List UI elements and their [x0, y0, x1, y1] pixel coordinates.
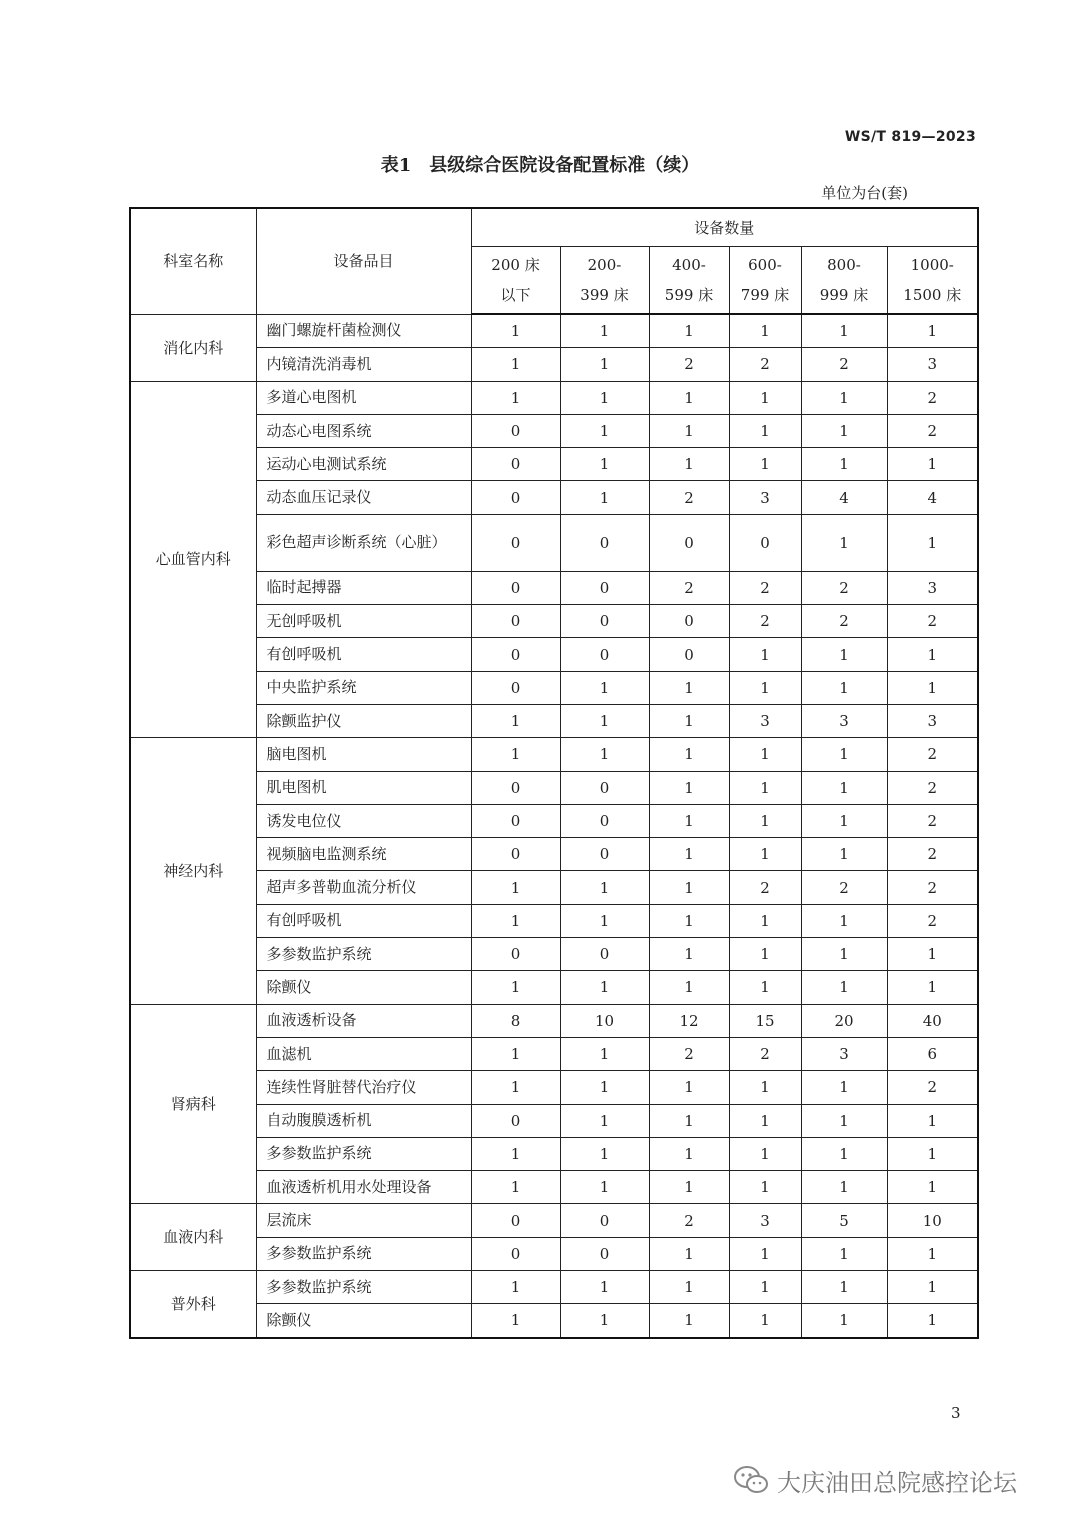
- bed-col-line2: 799 床: [740, 286, 790, 304]
- quantity-cell: 5: [801, 1204, 887, 1237]
- quantity-cell: 1: [560, 904, 649, 937]
- quantity-cell: 1: [801, 771, 887, 804]
- quantity-cell: 1: [801, 414, 887, 447]
- quantity-cell: 1: [471, 314, 560, 348]
- equipment-name: 超声多普勒血流分析仪: [256, 871, 471, 904]
- quantity-cell: 1: [801, 1071, 887, 1104]
- quantity-cell: 1: [801, 381, 887, 414]
- quantity-cell: 1: [560, 1304, 649, 1338]
- table-row: [130, 1171, 978, 1204]
- equipment-name: 动态血压记录仪: [256, 481, 471, 514]
- quantity-cell: 0: [560, 1237, 649, 1270]
- dept-name: 消化内科: [130, 314, 256, 381]
- quantity-cell: 1: [887, 1137, 978, 1170]
- quantity-cell: 0: [471, 571, 560, 604]
- equipment-name: 诱发电位仪: [256, 804, 471, 837]
- equipment-name: 中央监护系统: [256, 671, 471, 704]
- quantity-cell: 1: [801, 738, 887, 771]
- table-row: [130, 771, 978, 804]
- quantity-cell: 1: [649, 738, 729, 771]
- quantity-cell: 0: [729, 514, 801, 571]
- equipment-name: 除颤监护仪: [256, 704, 471, 737]
- quantity-cell: 1: [560, 1171, 649, 1204]
- quantity-cell: 1: [471, 1071, 560, 1104]
- dept-name: 血液内科: [130, 1204, 256, 1271]
- quantity-cell: 1: [887, 638, 978, 671]
- equipment-name: 自动腹膜透析机: [256, 1104, 471, 1137]
- quantity-cell: 8: [471, 1004, 560, 1037]
- quantity-cell: 0: [649, 605, 729, 638]
- quantity-cell: 0: [471, 605, 560, 638]
- quantity-cell: 1: [887, 1237, 978, 1270]
- header-bed-col: [560, 247, 649, 315]
- quantity-cell: 1: [801, 314, 887, 348]
- watermark: [733, 1460, 1017, 1500]
- quantity-cell: 1: [560, 414, 649, 447]
- quantity-cell: 3: [729, 1204, 801, 1237]
- quantity-cell: 1: [801, 1271, 887, 1304]
- quantity-cell: 1: [801, 1304, 887, 1338]
- table-row: [130, 1237, 978, 1270]
- quantity-cell: 1: [560, 1271, 649, 1304]
- quantity-cell: 1: [471, 1037, 560, 1070]
- equipment-name: 多参数监护系统: [256, 1237, 471, 1270]
- quantity-cell: 1: [649, 414, 729, 447]
- quantity-cell: 0: [560, 771, 649, 804]
- table-row: [130, 1071, 978, 1104]
- quantity-cell: 0: [560, 514, 649, 571]
- quantity-cell: 2: [887, 605, 978, 638]
- bed-col-line2: 以下: [500, 286, 531, 304]
- equipment-name: 彩色超声诊断系统（心脏）: [256, 514, 471, 571]
- quantity-cell: 1: [649, 971, 729, 1004]
- wechat-icon: [733, 1465, 769, 1495]
- table-row: [130, 938, 978, 971]
- bed-col-line2: 999 床: [819, 286, 869, 304]
- dept-name: 肾病科: [130, 1004, 256, 1204]
- equipment-name: 层流床: [256, 1204, 471, 1237]
- equipment-name: 肌电图机: [256, 771, 471, 804]
- table-row: [130, 348, 978, 381]
- table-row: [130, 1304, 978, 1338]
- header-item: 设备品目: [256, 208, 471, 314]
- equipment-name: 多道心电图机: [256, 381, 471, 414]
- header-bed-col: [649, 247, 729, 315]
- quantity-cell: 2: [801, 871, 887, 904]
- quantity-cell: 1: [729, 771, 801, 804]
- equipment-name: 多参数监护系统: [256, 938, 471, 971]
- quantity-cell: 2: [649, 1037, 729, 1070]
- quantity-cell: 1: [729, 804, 801, 837]
- table-row: [130, 1271, 978, 1304]
- quantity-cell: 1: [471, 904, 560, 937]
- dept-name: 神经内科: [130, 738, 256, 1004]
- equipment-name: 无创呼吸机: [256, 605, 471, 638]
- quantity-cell: 1: [649, 448, 729, 481]
- quantity-cell: 2: [887, 871, 978, 904]
- quantity-cell: 2: [887, 738, 978, 771]
- table-row: [130, 671, 978, 704]
- quantity-cell: 0: [471, 638, 560, 671]
- table-row: [130, 605, 978, 638]
- table-row: [130, 704, 978, 737]
- quantity-cell: 4: [801, 481, 887, 514]
- quantity-cell: 1: [649, 1137, 729, 1170]
- watermark-text: 大庆油田总院感控论坛: [777, 1468, 1017, 1497]
- quantity-cell: 0: [471, 938, 560, 971]
- table-row: [130, 838, 978, 871]
- quantity-cell: 3: [729, 704, 801, 737]
- bed-col-line2: 599 床: [664, 286, 714, 304]
- quantity-cell: 1: [560, 1104, 649, 1137]
- quantity-cell: 0: [471, 514, 560, 571]
- quantity-cell: 2: [729, 1037, 801, 1070]
- dept-name: 心血管内科: [130, 381, 256, 738]
- quantity-cell: 1: [649, 838, 729, 871]
- quantity-cell: 1: [887, 314, 978, 348]
- equipment-table: [129, 207, 979, 1339]
- quantity-cell: 1: [801, 638, 887, 671]
- quantity-cell: 1: [729, 1271, 801, 1304]
- quantity-cell: 1: [729, 1137, 801, 1170]
- equipment-name: 脑电图机: [256, 738, 471, 771]
- table-row: [130, 1104, 978, 1137]
- quantity-cell: 2: [729, 571, 801, 604]
- quantity-cell: 1: [560, 704, 649, 737]
- bed-col-line1: 400-: [672, 256, 706, 274]
- quantity-cell: 1: [649, 1304, 729, 1338]
- quantity-cell: 1: [471, 1137, 560, 1170]
- header-bed-col: [887, 247, 978, 315]
- equipment-name: 内镜清洗消毒机: [256, 348, 471, 381]
- quantity-cell: 1: [801, 514, 887, 571]
- quantity-cell: 2: [887, 904, 978, 937]
- quantity-cell: 1: [560, 314, 649, 348]
- quantity-cell: 1: [560, 871, 649, 904]
- quantity-cell: 1: [801, 671, 887, 704]
- quantity-cell: 1: [729, 738, 801, 771]
- table-row: [130, 971, 978, 1004]
- quantity-cell: 6: [887, 1037, 978, 1070]
- quantity-cell: 1: [801, 838, 887, 871]
- quantity-cell: 0: [471, 671, 560, 704]
- quantity-cell: 15: [729, 1004, 801, 1037]
- quantity-cell: 1: [649, 771, 729, 804]
- quantity-cell: 1: [471, 704, 560, 737]
- bed-col-line1: 600-: [748, 256, 782, 274]
- table-row: [130, 414, 978, 447]
- quantity-cell: 1: [801, 804, 887, 837]
- table-row: [130, 904, 978, 937]
- quantity-cell: 0: [471, 414, 560, 447]
- quantity-cell: 2: [887, 804, 978, 837]
- quantity-cell: 0: [560, 605, 649, 638]
- quantity-cell: 1: [649, 938, 729, 971]
- bed-col-line1: 200-: [587, 256, 622, 274]
- quantity-cell: 1: [471, 1171, 560, 1204]
- quantity-cell: 1: [887, 938, 978, 971]
- quantity-cell: 1: [729, 1104, 801, 1137]
- bed-col-line2: 1500 床: [903, 286, 962, 304]
- quantity-cell: 0: [471, 1104, 560, 1137]
- quantity-cell: 1: [471, 738, 560, 771]
- quantity-cell: 1: [887, 514, 978, 571]
- header-bed-col: [471, 247, 560, 315]
- quantity-cell: 1: [560, 738, 649, 771]
- table-row: [130, 871, 978, 904]
- quantity-cell: 1: [471, 1271, 560, 1304]
- quantity-cell: 1: [649, 904, 729, 937]
- quantity-cell: 1: [649, 704, 729, 737]
- quantity-cell: 0: [471, 448, 560, 481]
- quantity-cell: 1: [801, 1171, 887, 1204]
- header-bed-col: [729, 247, 801, 315]
- quantity-cell: 2: [649, 348, 729, 381]
- equipment-name: 血滤机: [256, 1037, 471, 1070]
- quantity-cell: 0: [560, 804, 649, 837]
- quantity-cell: 1: [471, 348, 560, 381]
- quantity-cell: 1: [649, 1071, 729, 1104]
- quantity-cell: 0: [560, 1204, 649, 1237]
- quantity-cell: 20: [801, 1004, 887, 1037]
- table-row: [130, 514, 978, 571]
- quantity-cell: 1: [729, 314, 801, 348]
- quantity-cell: 1: [649, 671, 729, 704]
- equipment-name: 运动心电测试系统: [256, 448, 471, 481]
- quantity-cell: 12: [649, 1004, 729, 1037]
- quantity-cell: 2: [887, 771, 978, 804]
- quantity-cell: 1: [560, 481, 649, 514]
- quantity-cell: 0: [471, 1204, 560, 1237]
- quantity-cell: 1: [471, 381, 560, 414]
- quantity-cell: 2: [887, 381, 978, 414]
- table-row: [130, 314, 978, 348]
- equipment-name: 动态心电图系统: [256, 414, 471, 447]
- quantity-cell: 1: [729, 638, 801, 671]
- quantity-cell: 0: [560, 938, 649, 971]
- equipment-name: 除颤仪: [256, 971, 471, 1004]
- quantity-cell: 1: [729, 1071, 801, 1104]
- bed-col-line1: 800-: [827, 256, 861, 274]
- quantity-cell: 0: [649, 514, 729, 571]
- table-row: [130, 381, 978, 414]
- quantity-cell: 3: [729, 481, 801, 514]
- equipment-name: 血液透析设备: [256, 1004, 471, 1037]
- quantity-cell: 1: [887, 971, 978, 1004]
- quantity-cell: 2: [887, 838, 978, 871]
- quantity-cell: 0: [560, 638, 649, 671]
- quantity-cell: 0: [560, 838, 649, 871]
- quantity-cell: 2: [649, 1204, 729, 1237]
- equipment-name: 血液透析机用水处理设备: [256, 1171, 471, 1204]
- document-code: WS/T 819—2023: [844, 129, 976, 145]
- quantity-cell: 1: [729, 971, 801, 1004]
- equipment-name: 有创呼吸机: [256, 638, 471, 671]
- quantity-cell: 0: [471, 481, 560, 514]
- quantity-cell: 2: [801, 571, 887, 604]
- quantity-cell: 1: [729, 414, 801, 447]
- quantity-cell: 0: [471, 1237, 560, 1270]
- quantity-cell: 0: [471, 838, 560, 871]
- equipment-name: 有创呼吸机: [256, 904, 471, 937]
- table-row: [130, 571, 978, 604]
- quantity-cell: 10: [887, 1204, 978, 1237]
- quantity-cell: 4: [887, 481, 978, 514]
- quantity-cell: 1: [729, 381, 801, 414]
- quantity-cell: 1: [649, 871, 729, 904]
- table-row: [130, 481, 978, 514]
- unit-note: 单位为台(套): [821, 184, 908, 202]
- dept-name: 普外科: [130, 1271, 256, 1338]
- quantity-cell: 1: [887, 1104, 978, 1137]
- quantity-cell: 1: [560, 381, 649, 414]
- equipment-name: 除颤仪: [256, 1304, 471, 1338]
- quantity-cell: 0: [471, 804, 560, 837]
- page-number: 3: [951, 1404, 961, 1422]
- quantity-cell: 2: [887, 414, 978, 447]
- quantity-cell: 1: [729, 1304, 801, 1338]
- quantity-cell: 3: [887, 704, 978, 737]
- quantity-cell: 0: [649, 638, 729, 671]
- quantity-cell: 2: [801, 605, 887, 638]
- quantity-cell: 1: [560, 671, 649, 704]
- quantity-cell: 1: [887, 448, 978, 481]
- quantity-cell: 1: [649, 381, 729, 414]
- quantity-cell: 3: [801, 704, 887, 737]
- header-dept: 科室名称: [130, 208, 256, 314]
- bed-col-line1: 200 床: [491, 256, 540, 274]
- equipment-name: 多参数监护系统: [256, 1137, 471, 1170]
- table-row: [130, 1004, 978, 1037]
- quantity-cell: 1: [801, 1237, 887, 1270]
- quantity-cell: 1: [801, 904, 887, 937]
- equipment-name: 视频脑电监测系统: [256, 838, 471, 871]
- quantity-cell: 2: [729, 605, 801, 638]
- quantity-cell: 1: [649, 804, 729, 837]
- quantity-cell: 1: [887, 1304, 978, 1338]
- table-row: [130, 804, 978, 837]
- quantity-cell: 1: [801, 448, 887, 481]
- quantity-cell: 40: [887, 1004, 978, 1037]
- quantity-cell: 1: [729, 904, 801, 937]
- quantity-cell: 1: [729, 1171, 801, 1204]
- quantity-cell: 1: [560, 448, 649, 481]
- quantity-cell: 1: [801, 1104, 887, 1137]
- table-row: [130, 638, 978, 671]
- quantity-cell: 1: [560, 1037, 649, 1070]
- quantity-cell: 2: [729, 871, 801, 904]
- quantity-cell: 1: [729, 448, 801, 481]
- quantity-cell: 1: [560, 348, 649, 381]
- quantity-cell: 1: [801, 971, 887, 1004]
- header-bed-col: [801, 247, 887, 315]
- quantity-cell: 10: [560, 1004, 649, 1037]
- quantity-cell: 1: [560, 1071, 649, 1104]
- quantity-cell: 1: [801, 1137, 887, 1170]
- quantity-cell: 2: [729, 348, 801, 381]
- quantity-cell: 3: [801, 1037, 887, 1070]
- quantity-cell: 1: [729, 671, 801, 704]
- equipment-name: 多参数监护系统: [256, 1271, 471, 1304]
- quantity-cell: 1: [649, 314, 729, 348]
- header-quantity: 设备数量: [471, 208, 978, 247]
- quantity-cell: 2: [887, 1071, 978, 1104]
- quantity-cell: 1: [729, 938, 801, 971]
- quantity-cell: 1: [649, 1237, 729, 1270]
- quantity-cell: 1: [801, 938, 887, 971]
- table-row: [130, 1137, 978, 1170]
- quantity-cell: 3: [887, 348, 978, 381]
- quantity-cell: 1: [649, 1171, 729, 1204]
- quantity-cell: 0: [560, 571, 649, 604]
- table-row: [130, 448, 978, 481]
- quantity-cell: 1: [560, 1137, 649, 1170]
- quantity-cell: 3: [887, 571, 978, 604]
- table-row: [130, 1037, 978, 1070]
- quantity-cell: 1: [649, 1271, 729, 1304]
- quantity-cell: 1: [471, 871, 560, 904]
- quantity-cell: 0: [471, 771, 560, 804]
- quantity-cell: 1: [729, 838, 801, 871]
- table-row: [130, 738, 978, 771]
- quantity-cell: 1: [887, 671, 978, 704]
- quantity-cell: 1: [887, 1171, 978, 1204]
- quantity-cell: 1: [471, 971, 560, 1004]
- bed-col-line2: 399 床: [580, 286, 629, 304]
- quantity-cell: 1: [887, 1271, 978, 1304]
- table-title: 表1 县级综合医院设备配置标准（续）: [380, 155, 700, 176]
- quantity-cell: 1: [471, 1304, 560, 1338]
- table-row: [130, 1204, 978, 1237]
- equipment-name: 临时起搏器: [256, 571, 471, 604]
- quantity-cell: 2: [801, 348, 887, 381]
- equipment-name: 连续性肾脏替代治疗仪: [256, 1071, 471, 1104]
- quantity-cell: 1: [560, 971, 649, 1004]
- bed-col-line1: 1000-: [910, 256, 954, 274]
- quantity-cell: 1: [729, 1237, 801, 1270]
- quantity-cell: 2: [649, 481, 729, 514]
- quantity-cell: 2: [649, 571, 729, 604]
- quantity-cell: 1: [649, 1104, 729, 1137]
- equipment-name: 幽门螺旋杆菌检测仪: [256, 314, 471, 348]
